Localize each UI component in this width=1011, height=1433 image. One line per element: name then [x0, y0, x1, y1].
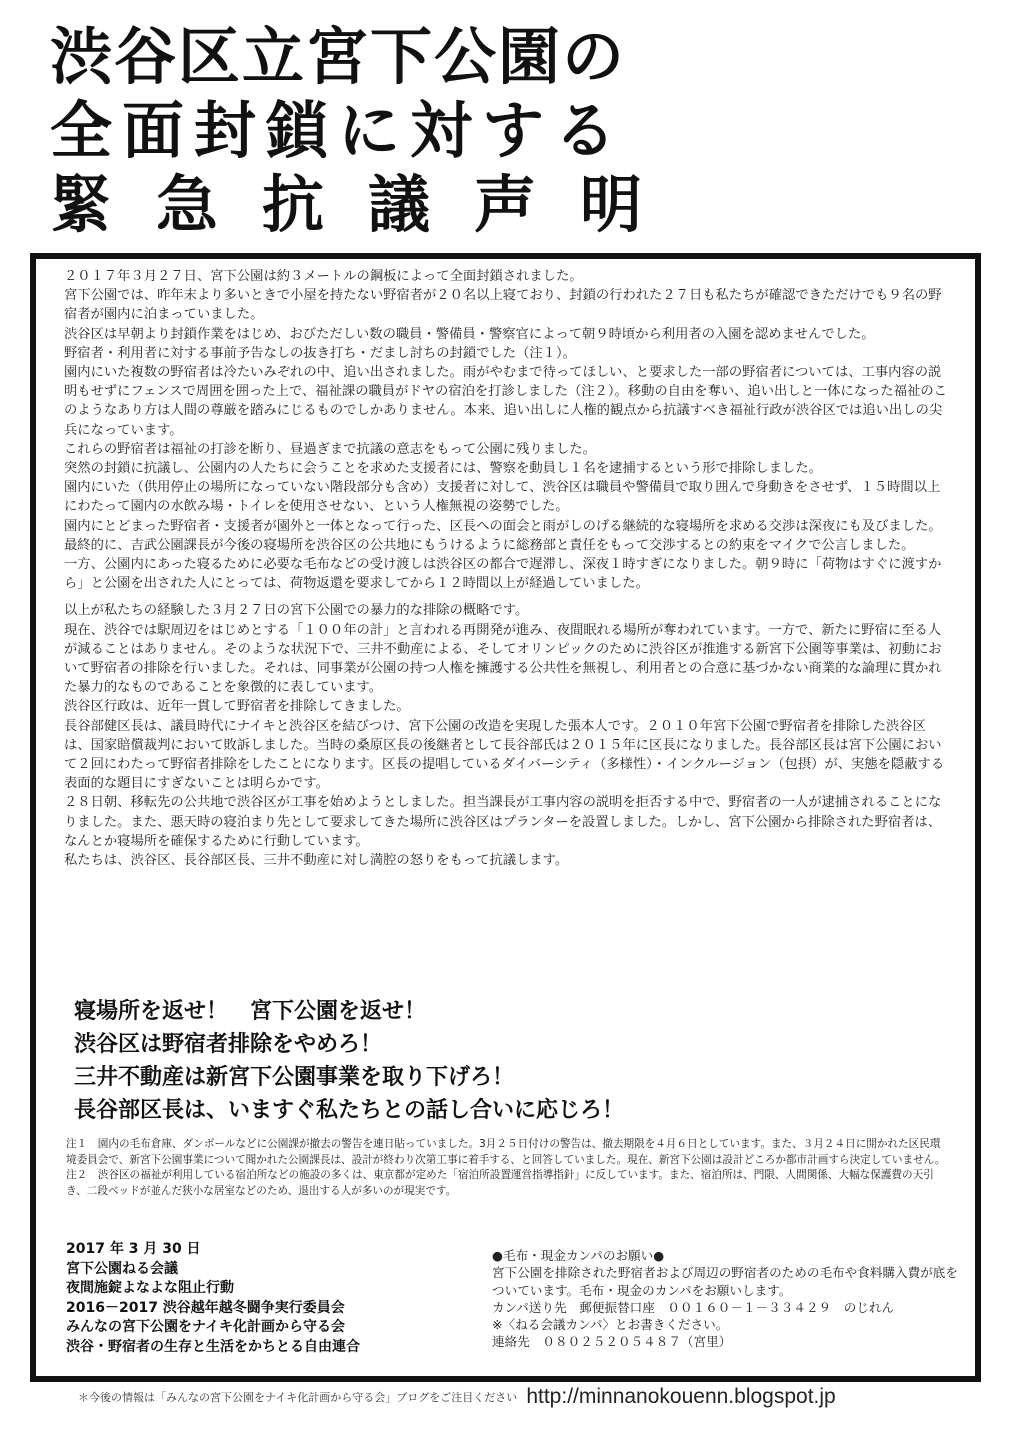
slogan-block [74, 995, 954, 1127]
donation-note: ※〈ねる会議カンパ〉とお書きください。 [492, 1317, 729, 1333]
statement-date: 2017 年 3 月 30 日 [66, 1241, 201, 1257]
footnote: 注１ 園内の毛布倉庫、ダンボールなどに公園課が撤去の警告を連日貼っていました。3月２５日付けの警告は、撤去期限を４月６日としています。また、３月２４日に開かれた区民環境委員会で、新宮下公園事業について聞かれた公園課長は、設計が終わり次第工事に着手する、と回答していました。現在、新宮下公園は設計どころか都市計画すら決定していません。 [66, 1138, 946, 1166]
blog-url-link[interactable]: http://minnanokouenn.blogspot.jp [526, 1385, 836, 1408]
paragraph: 園内にいた複数の野宿者は冷たいみぞれの中、追い出されました。雨がやむまで待ってほしい、と要求した一部の野宿者については、工事内容の説明もせずにフェンスで周囲を囲った上で、福祉課の職員がドヤの宿泊を打診しました（注２）。移動の自由を奪い、追い出しと一体になった福祉のこのようなあり方は人間の尊厳を踏みにじるものでしかありません。本来、追い出しに人権的観点から抗議すべき福祉行政が渋谷区では追い出しの尖兵になっています。 [64, 365, 947, 438]
paragraph: 長谷部健区長は、議員時代にナイキと渋谷区を結びつけ、宮下公園の改造を実現した張本人です。２０１０年宮下公園で野宿者を排除した渋谷区は、国家賠償裁判において敗訴しました。当時の桑原区長の後継者として長谷部氏は２０１５年に区長になりました。長谷部区長は宮下公園において２回にわたって野宿者排除をしたことになります。区長の提唱しているダイバーシティ（多様性）・インクルージョン（包摂）が、実態を隠蔽する表面的な題目にすぎないことは明らかです。 [64, 718, 945, 792]
paragraph: 突然の封鎖に抗議し、公園内の人たちに会うことを求めた支援者には、警察を動員し１名を逮捕するという形で排除しました。 [64, 461, 822, 477]
slogan: 長谷部区長は、いますぐ私たちとの話し合いに応じろ！ [74, 1098, 625, 1123]
slogan: 寝場所を返せ！ 宮下公園を返せ！ [74, 999, 427, 1024]
title-line-1: 渋谷区立宮下公園の [50, 20, 627, 93]
footer [78, 1385, 978, 1409]
paragraph: 園内にいた（供用停止の場所になっていない階段部分も含め）支援者に対して、渋谷区は職員や警備員で取り囲んで身動きをさせず、１５時間以上にわたって園内の水飲み場・トイレを使用させない、という人権無視の姿勢でした。 [64, 480, 941, 515]
signatory-name: 渋谷・野宿者の生存と生活をかちとる自由連合 [66, 1338, 360, 1355]
paragraph: 宮下公園では、昨年末より多いときで小屋を持たない野宿者が２０名以上寝ており、封鎖の行われた２７日も私たちが確認できただけでも９名の野宿者が園内に泊まっていました。 [64, 288, 942, 323]
title-line-2: 全面封鎖に対する [50, 94, 627, 167]
paragraph: これらの野宿者は福祉の打診を断り、昼過ぎまで抗議の意志をもって公園に残りました。 [64, 441, 596, 457]
donation-appeal [492, 1247, 962, 1351]
footnotes [66, 1137, 946, 1199]
section-gap [64, 593, 949, 601]
contact-info: 連絡先 ０８０２５２０５４８７（宮里） [492, 1334, 732, 1350]
paragraph: 現在、渋谷では駅周辺をはじめとする「１００年の計」と言われる再開発が進み、夜間眠れる場所が奪われています。一方で、新たに野宿に至る人が減ることはありません。そのような状況下で、三井不動産による、そしてオリンピックのために渋谷区が推進する新宮下公園等事業は、初動において野宿者の排除を行いました。それは、同事業が公園の持つ人権を擁護する公共性を無視し、利用者との合意に基づかない商業的な論理に貫かれた暴力的なものであることを象徴的に表しています。 [64, 622, 942, 696]
signatory-name: 夜間施錠よなよな阻止行動 [66, 1280, 234, 1296]
paragraph: 私たちは、渋谷区、長谷部区長、三井不動産に対し満腔の怒りをもって抗議します。 [64, 853, 569, 869]
paragraph: ２０１７年３月２７日、宮下公園は約３メートルの鋼板によって全面封鎖されました。 [64, 269, 583, 284]
statement-title [50, 20, 687, 244]
paragraph: 渋谷区行政は、近年一貫して野宿者を排除してきました。 [64, 699, 410, 715]
paragraph: 野宿者・利用者に対する事前予告なしの抜き打ち・だまし討ちの封鎖でした（注１）。 [64, 345, 576, 361]
slogan: 三井不動産は新宮下公園事業を取り下げろ！ [74, 1065, 515, 1090]
title-line-3: 緊急抗議声明 [50, 168, 687, 241]
footnote: 注２ 渋谷区の福祉が利用している宿泊所などの施設の多くは、東京都が定めた「宿泊所設置運営指導指針」に反しています。また、宿泊所は、門限、人間関係、大幅な保護費の天引き、二段ベッドが並んだ狭小な居室などのため、退出する人が多いのが現実です。 [66, 1169, 934, 1197]
paragraph: 渋谷区は早朝より封鎖作業をはじめ、おびただしい数の職員・警備員・警察官によって朝９時頃から利用者の入園を認めませんでした。 [64, 326, 875, 342]
signatory-name: 2016－2017 渋谷越年越冬闘争実行委員会 [66, 1299, 345, 1316]
paragraph: 以上が私たちの経験した３月２７日の宮下公園での暴力的な排除の概略です。 [64, 603, 529, 619]
paragraph: 園内にとどまった野宿者・支援者が園外と一体となって行った、区長への面会と雨がしのげる継続的な寝場所を求める交渉は深夜にも及びました。 [64, 518, 942, 534]
slogan: 渋谷区は野宿者排除をやめろ！ [74, 1032, 383, 1057]
paragraph: 最終的に、吉武公園課長が今後の寝場所を渋谷区の公共地にもうけるように総務部と責任をもって交渉するとの約束をマイクで公言しました。 [64, 537, 915, 553]
footer-note: ＊今後の情報は「みんなの宮下公園をナイキ化計画から守る会」ブログをご注目ください [78, 1391, 518, 1404]
signatory-name: 宮下公園ねる会議 [66, 1260, 178, 1277]
appeal-text: 宮下公園を排除された野宿者および周辺の野宿者のための毛布や食料購入費が底をついています。毛布・現金のカンパをお願いします。 [492, 1265, 958, 1298]
signatories [66, 1240, 476, 1357]
signatory-name: みんなの宮下公園をナイキ化計画から守る会 [66, 1319, 346, 1335]
paragraph: ２８日朝、移転先の公共地で渋谷区が工事を始めようとしました。担当課長が工事内容の説明を拒否する中で、野宿者の一人が逮捕されることになりました。また、悪天時の寝泊まり先として要求してきた場所に渋谷区はプランターを設置しました。しかし、宮下公園から排除された野宿者は、なんとか寝場所を確保するために行動しています。 [64, 795, 942, 849]
paragraph: 一方、公園内にあった寝るために必要な毛布などの受け渡しは渋谷区の都合で遅滞し、深夜１時すぎになりました。朝９時に「荷物はすぐに渡すから」と公園を出された人にとっては、荷物返還を要求してから１２時間以上が経過していました。 [64, 557, 942, 592]
donation-account: カンパ送り先 郵便振替口座 ００１６０－１－３３４２９ のじれん [492, 1299, 895, 1315]
appeal-heading: ●毛布・現金カンパのお願い● [492, 1248, 665, 1263]
statement-body [64, 267, 949, 870]
